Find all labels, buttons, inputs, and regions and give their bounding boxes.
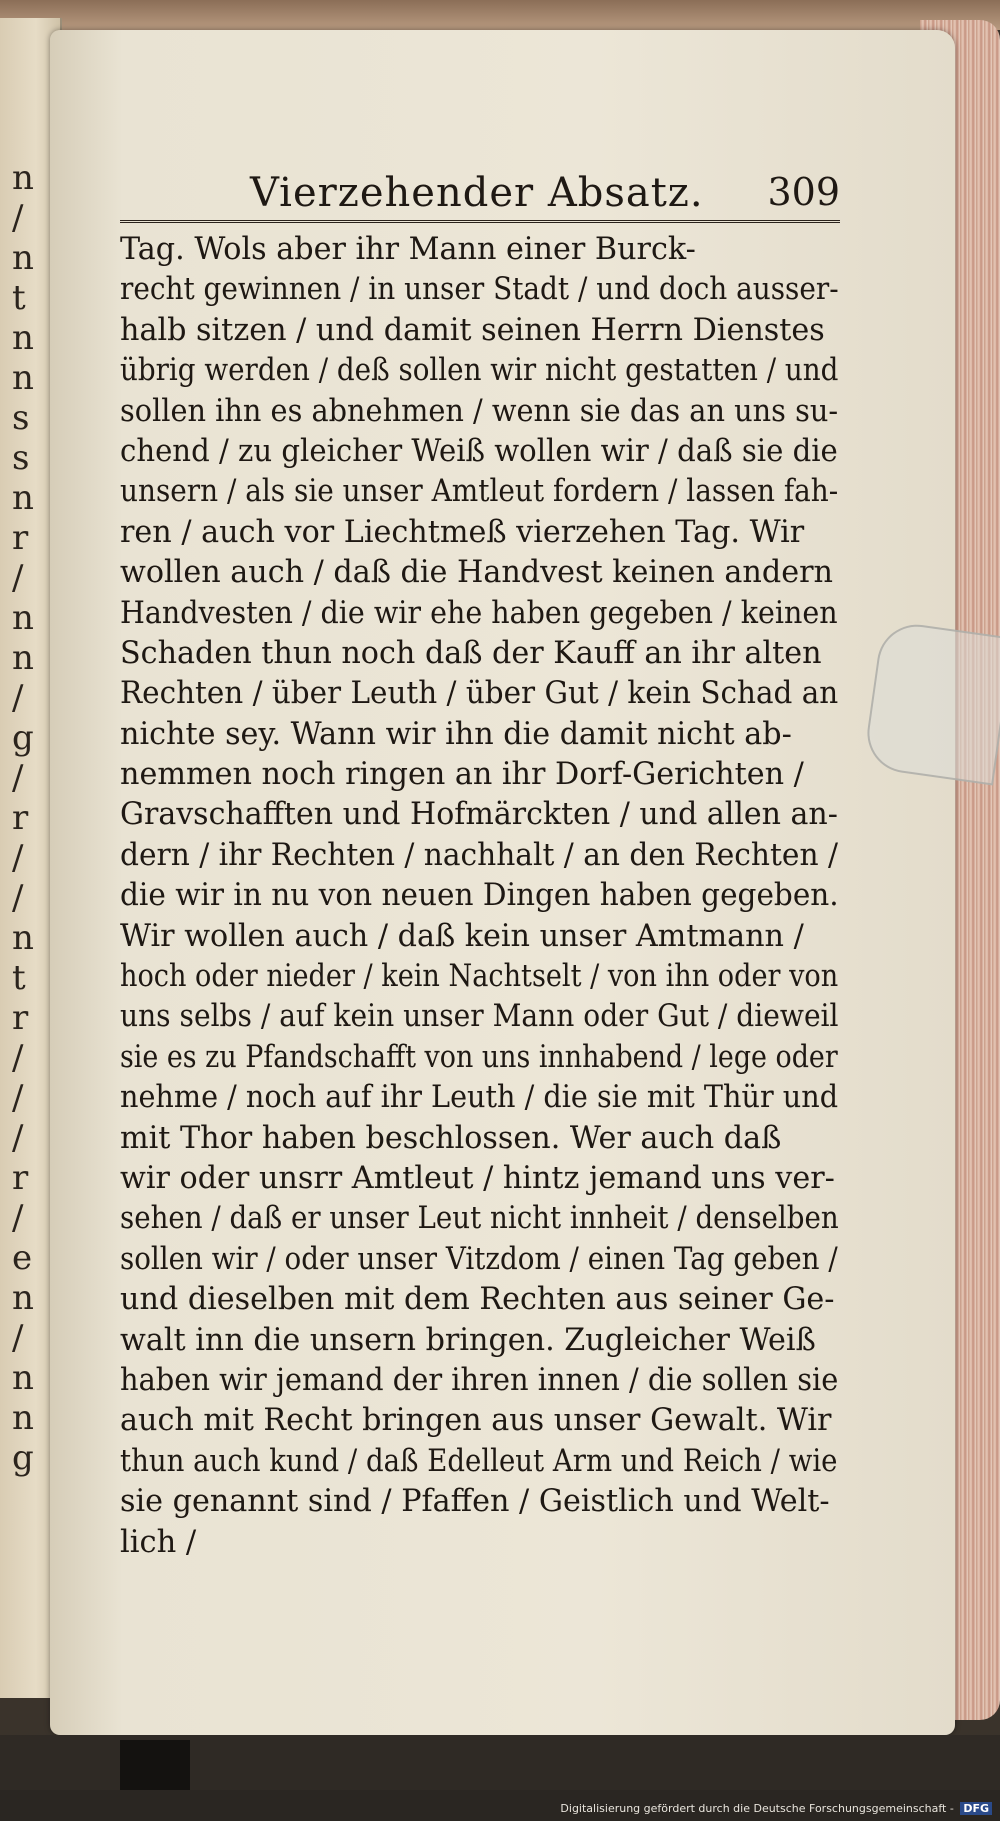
left-page-glyph: / <box>12 1198 24 1238</box>
page-header <box>120 170 840 223</box>
plastic-tab-marker <box>862 620 1000 786</box>
book-page <box>50 30 955 1735</box>
text-line: Schaden thun noch daß der Kauff an ihr alten <box>120 635 822 671</box>
left-page-glyph: r <box>12 798 29 838</box>
body-text <box>120 230 845 1563</box>
book-top-edge <box>0 0 1000 30</box>
left-page-glyph: n <box>12 598 34 638</box>
scanner-block <box>120 1740 190 1790</box>
text-line: Rechten / über Leuth / über Gut / kein Schad an <box>120 676 839 712</box>
left-page-glyph: n <box>12 158 34 198</box>
text-line: mit Thor haben beschlossen. Wer auch daß <box>120 1120 782 1156</box>
left-page-glyph: e <box>12 1238 33 1278</box>
text-line: Handvesten / die wir ehe haben gegeben / keinen <box>120 595 838 631</box>
text-line: übrig werden / deß sollen wir nicht gestatten / und <box>120 353 839 389</box>
left-page-glyph: n <box>12 1278 34 1318</box>
left-page-glyph: n <box>12 358 34 398</box>
text-line: Gravschafften und Hofmärckten / und allen an- <box>120 797 838 833</box>
text-line: sie es zu Pfandschafft von uns innhabend / lege oder <box>120 1039 838 1075</box>
text-line: unsern / als sie unser Amtleut fordern / lassen fah- <box>120 474 839 510</box>
left-page-glyph: t <box>12 958 26 998</box>
text-line: nichte sey. Wann wir ihn die damit nicht ab- <box>120 716 792 752</box>
running-head: Vierzehender Absatz. <box>250 170 704 216</box>
text-line: sie genannt sind / Pfaffen / Geistlich und Welt- <box>120 1484 830 1520</box>
digitization-credit <box>560 1802 992 1815</box>
left-page-glyph: s <box>12 398 30 438</box>
left-page-glyph: r <box>12 1158 29 1198</box>
text-line: ren / auch vor Liechtmeß vierzehen Tag. Wir <box>120 514 805 550</box>
text-line: nehme / noch auf ihr Leuth / die sie mit Thür und <box>120 1080 839 1116</box>
text-line: dern / ihr Rechten / nachhalt / an den Rechten / <box>120 837 838 873</box>
text-line: chend / zu gleicher Weiß wollen wir / daß sie die <box>120 433 838 469</box>
left-page-glyph: / <box>12 1078 24 1118</box>
text-line: sehen / daß er unser Leut nicht innheit / denselben <box>120 1201 839 1237</box>
text-line: sollen wir / oder unser Vitzdom / einen Tag geben / <box>120 1241 838 1277</box>
text-line: sollen ihn es abnehmen / wenn sie das an uns su- <box>120 393 839 429</box>
left-page-glyph: n <box>12 1398 34 1438</box>
left-page-glyph: n <box>12 238 34 278</box>
left-page-glyph: r <box>12 518 29 558</box>
text-line: hoch oder nieder / kein Nachtselt / von ihn oder von <box>120 959 839 995</box>
text-line: und dieselben mit dem Rechten aus seiner Ge- <box>120 1282 835 1318</box>
left-page-glyph: / <box>12 678 24 718</box>
left-page-glyph: g <box>12 1438 34 1478</box>
left-page-glyph: / <box>12 558 24 598</box>
text-line: auch mit Recht bringen aus unser Gewalt. Wir <box>120 1403 832 1439</box>
left-page-glyph: n <box>12 478 34 518</box>
text-line: lich / <box>120 1524 197 1560</box>
left-page-glyph: r <box>12 998 29 1038</box>
text-line: Tag. Wols aber ihr Mann einer Burck- <box>120 232 696 267</box>
dfg-logo: DFG <box>960 1802 992 1815</box>
left-page-glyph: / <box>12 838 24 878</box>
left-page-glyph: t <box>12 278 26 318</box>
text-line: nemmen noch ringen an ihr Dorf-Gerichten / <box>120 757 804 793</box>
left-page-glyph: n <box>12 638 34 678</box>
left-page-glyph: / <box>12 198 24 238</box>
text-line: halb sitzen / und damit seinen Herrn Dienstes <box>120 312 825 348</box>
text-line: uns selbs / auf kein unser Mann oder Gut / dieweil <box>120 999 839 1035</box>
page-number: 309 <box>767 170 840 214</box>
text-line: recht gewinnen / in unser Stadt / und doch ausser- <box>120 272 839 308</box>
left-page-glyph: / <box>12 758 24 798</box>
text-line: die wir in nu von neuen Dingen haben gegeben. <box>120 878 839 914</box>
left-page-glyph: n <box>12 1358 34 1398</box>
left-page-glyph: / <box>12 1038 24 1078</box>
credit-text: Digitalisierung gefördert durch die Deutsche Forschungsgemeinschaft - <box>560 1802 954 1815</box>
left-page-glyph: / <box>12 1318 24 1358</box>
text-line: Wir wollen auch / daß kein unser Amtmann / <box>120 918 804 954</box>
text-line: thun auch kund / daß Edelleut Arm und Reich / wie <box>120 1443 838 1479</box>
left-page-glyph: / <box>12 878 24 918</box>
left-page-glyph: n <box>12 918 34 958</box>
left-page-glyph: / <box>12 1118 24 1158</box>
text-line: haben wir jemand der ihren innen / die sollen sie <box>120 1362 839 1398</box>
left-page-glyph: s <box>12 438 30 478</box>
text-line: wollen auch / daß die Handvest keinen andern <box>120 555 833 591</box>
left-page-glyph: g <box>12 718 34 758</box>
text-line: wir oder unsrr Amtleut / hintz jemand uns ver- <box>120 1160 835 1196</box>
text-line: walt inn die unsern bringen. Zugleicher Weiß <box>120 1322 816 1358</box>
left-page-glyph: n <box>12 318 34 358</box>
